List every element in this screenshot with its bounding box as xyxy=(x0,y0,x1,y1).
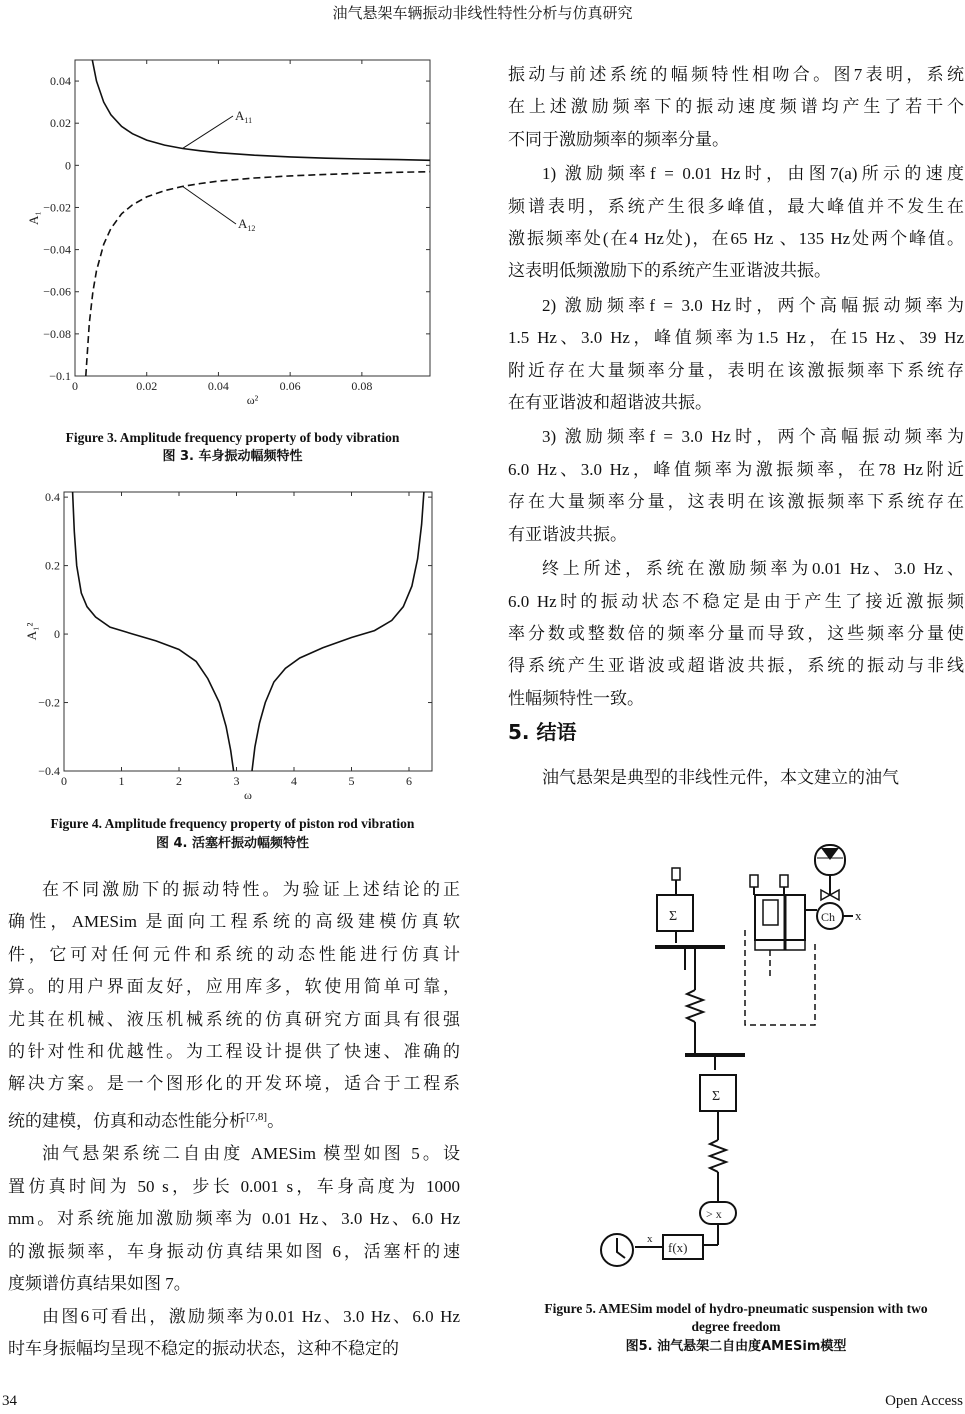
text-segment: 。 xyxy=(267,1111,285,1131)
chamber-label: Ch xyxy=(821,910,836,924)
svg-text:A12: $A_{12}$ xyxy=(238,216,256,233)
text-line: 在有亚谐波和超谐波共振。 xyxy=(508,393,712,413)
hydraulic-cylinder-icon xyxy=(750,875,805,950)
right-column-text xyxy=(508,59,964,717)
figure-3-chart xyxy=(0,40,470,420)
text-segment: 统的建模，仿真和动态性能分析 xyxy=(8,1111,246,1131)
text-line: 6.0 Hz、3.0 Hz，峰值频率为激振频率，在78 Hz附近 xyxy=(508,459,964,479)
text-line: 算。的用户界面友好，应用库多，软使用简单可靠， xyxy=(8,977,460,997)
x-tick-label: 0 xyxy=(72,379,78,393)
plot-frame xyxy=(64,492,432,771)
y-axis-label: A₁² xyxy=(24,622,39,641)
figure-3-caption-zh: 图 3. 车身振动幅频特性 xyxy=(162,449,303,464)
series-line-left-branch xyxy=(73,492,234,771)
series-line-a12 xyxy=(86,172,430,376)
mass-block-lower xyxy=(685,1055,745,1130)
left-column-text xyxy=(8,874,460,1366)
displacement-source-icon xyxy=(700,1202,736,1245)
text-line: 由图6可看出，激励频率为0.01 Hz、3.0 Hz、6.0 Hz xyxy=(42,1306,460,1326)
text-line: 存在大量频率分量，这表明在该激振频率下系统存在 xyxy=(508,492,964,512)
text-line: 件，它可对任何元件和系统的动态性能进行仿真计 xyxy=(8,944,460,964)
x-tick-label: 6 xyxy=(406,774,412,788)
series-line-a11 xyxy=(92,58,430,160)
displacement-label: > x xyxy=(706,1207,722,1221)
x-axis-label: ω xyxy=(244,788,252,802)
x-tick-label: 4 xyxy=(291,774,297,788)
text-line: 有亚谐波共振。 xyxy=(508,524,627,544)
spring-upper xyxy=(687,948,703,1055)
y-tick-label: 0 xyxy=(54,627,60,642)
text-line: 激振频率处(在4 Hz处)，在65 Hz 、135 Hz处两个峰值。 xyxy=(508,229,964,249)
paragraph xyxy=(508,290,964,420)
x-tick-label: 1 xyxy=(118,774,125,788)
figure-4-caption-zh: 图 4. 活塞杆振动幅频特性 xyxy=(155,836,310,851)
y-tick-label: 0.02 xyxy=(50,116,71,131)
figure-4-chart xyxy=(0,480,470,810)
y-tick-label: −0.06 xyxy=(43,284,71,299)
text-line: 6.0 Hz时的振动状态不稳定是由于产生了接近激振频 xyxy=(508,591,964,611)
page-number: 34 xyxy=(2,1393,17,1409)
text-line: 的激振频率，车身振动仿真结果如图 6，活塞杆的速 xyxy=(8,1241,460,1261)
conclusion-line: 油气悬架是典型的非线性元件，本文建立的油气 xyxy=(542,768,899,787)
y-tick-label: 0.2 xyxy=(45,558,60,573)
chamber-icon xyxy=(805,903,862,929)
figure-4-caption-en: Figure 4. Amplitude frequency property of piston rod vibration xyxy=(50,816,415,831)
input-x-label: x xyxy=(647,1233,653,1245)
figure-5-caption-zh: 图5. 油气悬架二自由度AMESim模型 xyxy=(625,1339,847,1354)
function-block-icon xyxy=(635,1233,703,1259)
y-tick-label: −0.2 xyxy=(38,695,60,710)
text-line: 振动与前述系统的幅频特性相吻合。图7表明，系统 xyxy=(508,65,964,84)
y-tick-label: 0.04 xyxy=(50,74,71,89)
annotation-a11 xyxy=(183,108,253,148)
text-line: 尤其在机械、液压机械系统的仿真研究方面具有很强 xyxy=(8,1009,460,1029)
text-line: 的针对性和优越性。为工程设计提供了快速、准确的 xyxy=(8,1042,460,1062)
text-line: 2) 激励频率f = 3.0 Hz时，两个高幅振动频率为 xyxy=(542,295,964,315)
text-line: 在不同激励下的振动特性。为验证上述结论的正 xyxy=(42,880,460,899)
text-line: 1) 激励频率f = 0.01 Hz时，由图7(a)所示的速度 xyxy=(542,164,964,184)
citation-link[interactable]: [7,8] xyxy=(246,1110,268,1123)
y-tick-label: 0.4 xyxy=(45,490,60,505)
text-line: 置仿真时间为 50 s，步长 0.001 s，车身高度为 1000 xyxy=(8,1176,460,1196)
svg-text:Σ: Σ xyxy=(669,909,678,924)
figure-5-caption-en-1: Figure 5. AMESim model of hydro-pneumatic suspension with two xyxy=(544,1301,928,1316)
text-line: 率分数或整数倍的频率分量而导致，这些频率分量使 xyxy=(508,623,964,643)
conclusion-paragraph xyxy=(508,762,964,794)
y-tick-label: −0.1 xyxy=(49,369,71,383)
svg-text:A11: $A_{11}$ xyxy=(235,108,253,125)
text-line xyxy=(8,1101,460,1138)
series-line-right-branch xyxy=(252,492,424,771)
x-tick-label: 0.08 xyxy=(351,379,373,393)
text-line: 在上述激励频率下的振动速度频谱均产生了若干个 xyxy=(508,97,964,117)
svg-text:Σ: Σ xyxy=(712,1089,721,1104)
paragraph xyxy=(508,553,964,715)
text-line: 性幅频特性一致。 xyxy=(508,688,644,708)
text-line: 时车身振幅均呈现不稳定的振动状态，这种不稳定的 xyxy=(8,1339,399,1359)
y-tick-label: 0 xyxy=(65,158,71,173)
x-axis-label: ω² xyxy=(246,393,259,407)
paragraph xyxy=(8,1301,460,1366)
plot-frame xyxy=(75,60,430,376)
text-line: 解决方案。是一个图形化的开发环境，适合于工程系 xyxy=(8,1074,460,1094)
section-heading-conclusion: 5. 结语 xyxy=(508,720,577,744)
text-line: 得系统产生亚谐波或超谐波共振，系统的振动与非线 xyxy=(508,656,964,676)
text-line: 油气悬架系统二自由度 AMESim 模型如图 5。设 xyxy=(42,1144,460,1164)
text-line: mm。对系统施加激励频率为 0.01 Hz、3.0 Hz、6.0 Hz xyxy=(8,1209,460,1229)
x-tick-label: 0.06 xyxy=(279,379,301,393)
x-tick-label: 0 xyxy=(61,774,67,788)
y-tick-label: −0.08 xyxy=(43,326,71,341)
text-line: 度频谱仿真结果如图 7。 xyxy=(8,1274,191,1294)
y-axis-label: A₁ xyxy=(26,211,41,225)
text-line: 确性，AMESim 是面向工程系统的高级建模仿真软 xyxy=(8,912,460,932)
output-x-label: x xyxy=(855,908,862,923)
x-tick-label: 3 xyxy=(233,774,240,788)
figure-5-caption-en-2: degree freedom xyxy=(691,1319,781,1334)
running-header: 油气悬架车辆振动非线性特性分析与仿真研究 xyxy=(332,6,633,22)
y-tick-label: −0.04 xyxy=(43,242,71,257)
spring-lower xyxy=(710,1130,726,1202)
x-tick-label: 0.04 xyxy=(207,379,229,393)
text-line: 1.5 Hz、3.0 Hz，峰值频率为1.5 Hz，在15 Hz、39 Hz xyxy=(508,328,964,348)
figure-3-caption-en: Figure 3. Amplitude frequency property of body vibration xyxy=(65,430,400,445)
text-line: 终上所述，系统在激励频率为0.01 Hz、3.0 Hz、 xyxy=(542,559,964,579)
text-line: 3) 激励频率f = 3.0 Hz时，两个高幅振动频率为 xyxy=(542,427,964,447)
text-line: 这表明低频激励下的系统产生亚谐波共振。 xyxy=(508,261,831,281)
publisher-label: Open Access xyxy=(885,1393,963,1409)
clock-source-icon xyxy=(601,1234,633,1266)
y-tick-label: −0.4 xyxy=(38,764,60,778)
annotation-a12 xyxy=(183,186,256,233)
y-tick-label: −0.02 xyxy=(43,200,71,215)
paragraph xyxy=(508,158,964,288)
x-tick-label: 2 xyxy=(176,774,182,788)
x-tick-label: 5 xyxy=(348,774,355,788)
text-line: 附近存在大量频率分量，表明在该激振频率下系统存 xyxy=(508,360,964,380)
text-line: 不同于激励频率的频率分量。 xyxy=(508,129,729,149)
x-tick-label: 0.02 xyxy=(136,379,158,393)
paragraph xyxy=(508,59,964,156)
paragraph xyxy=(8,874,460,1138)
accumulator-icon xyxy=(815,845,845,900)
mass-block-upper xyxy=(655,868,725,970)
function-label: f(x) xyxy=(668,1240,688,1255)
paragraph xyxy=(8,1138,460,1300)
text-line: 频谱表明，系统产生很多峰值，最大峰值并不发生在 xyxy=(508,196,964,216)
paragraph xyxy=(508,421,964,551)
figure-5-amesim-diagram xyxy=(595,840,885,1290)
